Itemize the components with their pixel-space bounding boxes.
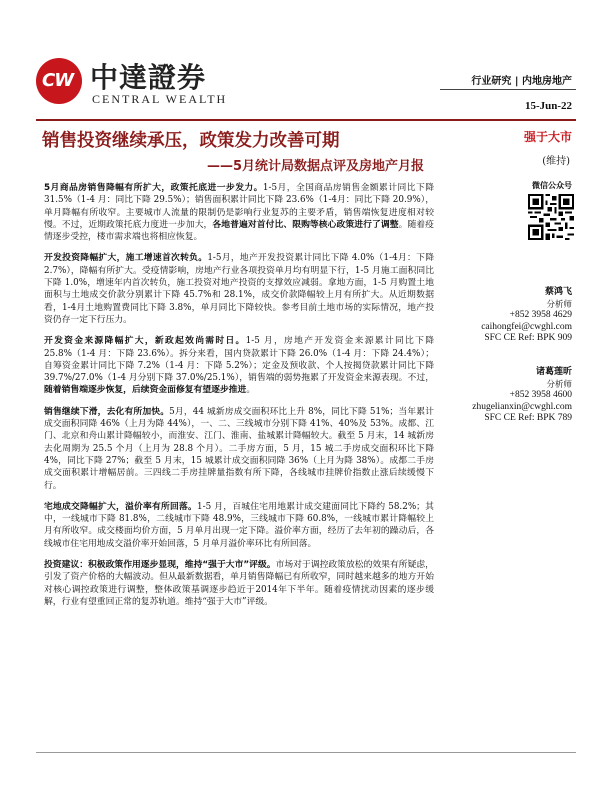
company-logo: [36, 56, 228, 108]
paragraph-funding: 开发资金来源降幅扩大，新政起效尚需时日。1-5 月，房地产开发资金来源累计同比下降 25.8%（1-4 月：下降 23.6%）。拆分来看，国内贷款累计下降 26.0%（1-4 月：下降 24.4%）；自筹资金累计同比下降 7.2%（1-4 月：下降 5.2%）；定金及预收款、个人按揭贷款累计同比下降 39.7%/27.0%（1-4 月分别下降 37.0%/25.1%），销售端的弱势拖累了开发资金来源表现。不过，随着销售端逐步恢复，后续资金面修复有望逐步推进。: [44, 336, 434, 396]
qr-code-icon: [528, 194, 574, 240]
analyst-ce-ref: SFC CE Ref: BPK 789: [484, 413, 572, 423]
logo-chinese-name: 中達證券: [90, 61, 207, 94]
paragraph-sales: 5月商品房销售降幅有所扩大，政策托底进一步发力。1-5月，全国商品房销售金额累计同比下降 31.5%（1-4 月：同比下降 29.5%）；销售面积累计同比下降 23.6%（1-4月：同比下降 20.9%），单月降幅有所收窄。主要城市人流量的限制仍是影响行业复苏的主要矛盾，销售端恢复进度相对较慢。不过，近期政策托底力度进一步加大，各地普遍对首付比、限购等核心政策进行了调整。随着疫情逐步受控，楼市需求端也将相应恢复。: [44, 183, 434, 243]
paragraph-recommendation: 投资建议：积极政策作用逐步显现，维持“强于大市”评级。市场对于调控政策放松的效果有所疑虑，引发了资产价格的大幅波动。但从最新数据看，单月销售降幅已有所收窄，同时越来越多的地方开始对核心调控政策进行调整，整体政策基调逐步趋近于2014年下半年。随着疫情扰动因素的逐步缓解，行业有望重回正常的复苏轨道。维持“强于大市”评级。: [44, 560, 434, 607]
title-divider: [36, 119, 576, 121]
analyst-card-2: [472, 367, 572, 425]
analyst-phone: +852 3958 4629: [509, 310, 572, 320]
rating-label: 强于大市: [523, 130, 572, 144]
analyst-role: 分析师: [546, 298, 572, 309]
report-category: 行业研究 | 内地房地产: [471, 76, 572, 87]
analyst-email[interactable]: caihongfei@cwghl.com: [481, 321, 572, 332]
wechat-label: 微信公众号: [532, 180, 572, 190]
logo-english-name: CENTRAL WEALTH: [92, 92, 228, 106]
paragraph-land: 宅地成交降幅扩大，溢价率有所回落。1-5 月，百城住宅用地累计成交建面同比下降约 58.2%；其中，一线城市下降 81.8%，二线城市下降 48.9%，三线城市下降 60.8%，一线城市累计降幅较上月有所收窄。成交楼面均价方面，5 月单月出现一定下降。溢价率方面，经历了去年初的躁动后，各线城市住宅用地成交溢价率开始回落，5 月单月溢价率环比有所回落。: [44, 501, 434, 549]
analyst-name: 诸葛莲昕: [535, 367, 572, 377]
analyst-role: 分析师: [546, 378, 572, 389]
report-date: 15-Jun-22: [524, 100, 572, 112]
analyst-card-1: [481, 287, 572, 345]
report-title: 销售投资继续承压，政策发力改善可期: [42, 131, 340, 151]
rating-status: (维持): [542, 156, 570, 167]
analyst-email[interactable]: zhugelianxin@cwghl.com: [472, 401, 572, 412]
footer-divider: [36, 752, 576, 753]
logo-mark-icon: CW: [36, 58, 82, 104]
paragraph-transactions: 销售继续下滑，去化有所加快。5月，44 城新房成交面积环比上升 8%，同比下降 51%；当年累计成交面积同降 46%（上月为降 44%），一、二、三线城市分别下降 41%、40%及 53%。成都、江门、北京和舟山累计降幅较小，而淮安、江门、淮南、盐城累计降幅较大。截至 5 月末，14 城新房去化周期为 25.5 个月（上月为 28.8 个月）。二手房方面，5 月，15 城二手房成交面积环比下降 4%，同比下降 27%；截至 5 月末，15 城累计成交面积同降 36%（上月为降 38%）。成都二手房成交面积累计增幅居前。三四线二手房挂牌量指数有所下降，各线城市挂牌价指数止涨后续缓慢下行。: [44, 406, 434, 491]
report-body: [44, 182, 434, 617]
analyst-phone: +852 3958 4600: [509, 390, 572, 400]
analyst-ce-ref: SFC CE Ref: BPK 909: [484, 333, 572, 343]
analyst-name: 蔡鸿飞: [544, 287, 572, 297]
header-divider: [440, 89, 576, 90]
paragraph-investment: 开发投资降幅扩大，施工增速首次转负。1-5月，地产开发投资累计同比下降 4.0%（1-4月：下降 2.7%），降幅有所扩大。受疫情影响，房地产行业各项投资单月均有明显下行，1-5 月施工面积同比下降 1.0%，增速年内首次转负，施工投资对地产投资的支撑效应减弱。拿地方面，1-5 月购置土地面积与土地成交价款分别累计下降 45.7%和 28.1%，成交价款降幅较上月有所扩大。从近期数据看，1-4月土地购置费同比下降 3.8%，单月同比下降较快。参考目前土地市场的实际情况，地产投资仍存一定下行压力。: [44, 253, 434, 325]
report-subtitle: ——5月统计局数据点评及房地产月报: [206, 159, 424, 174]
